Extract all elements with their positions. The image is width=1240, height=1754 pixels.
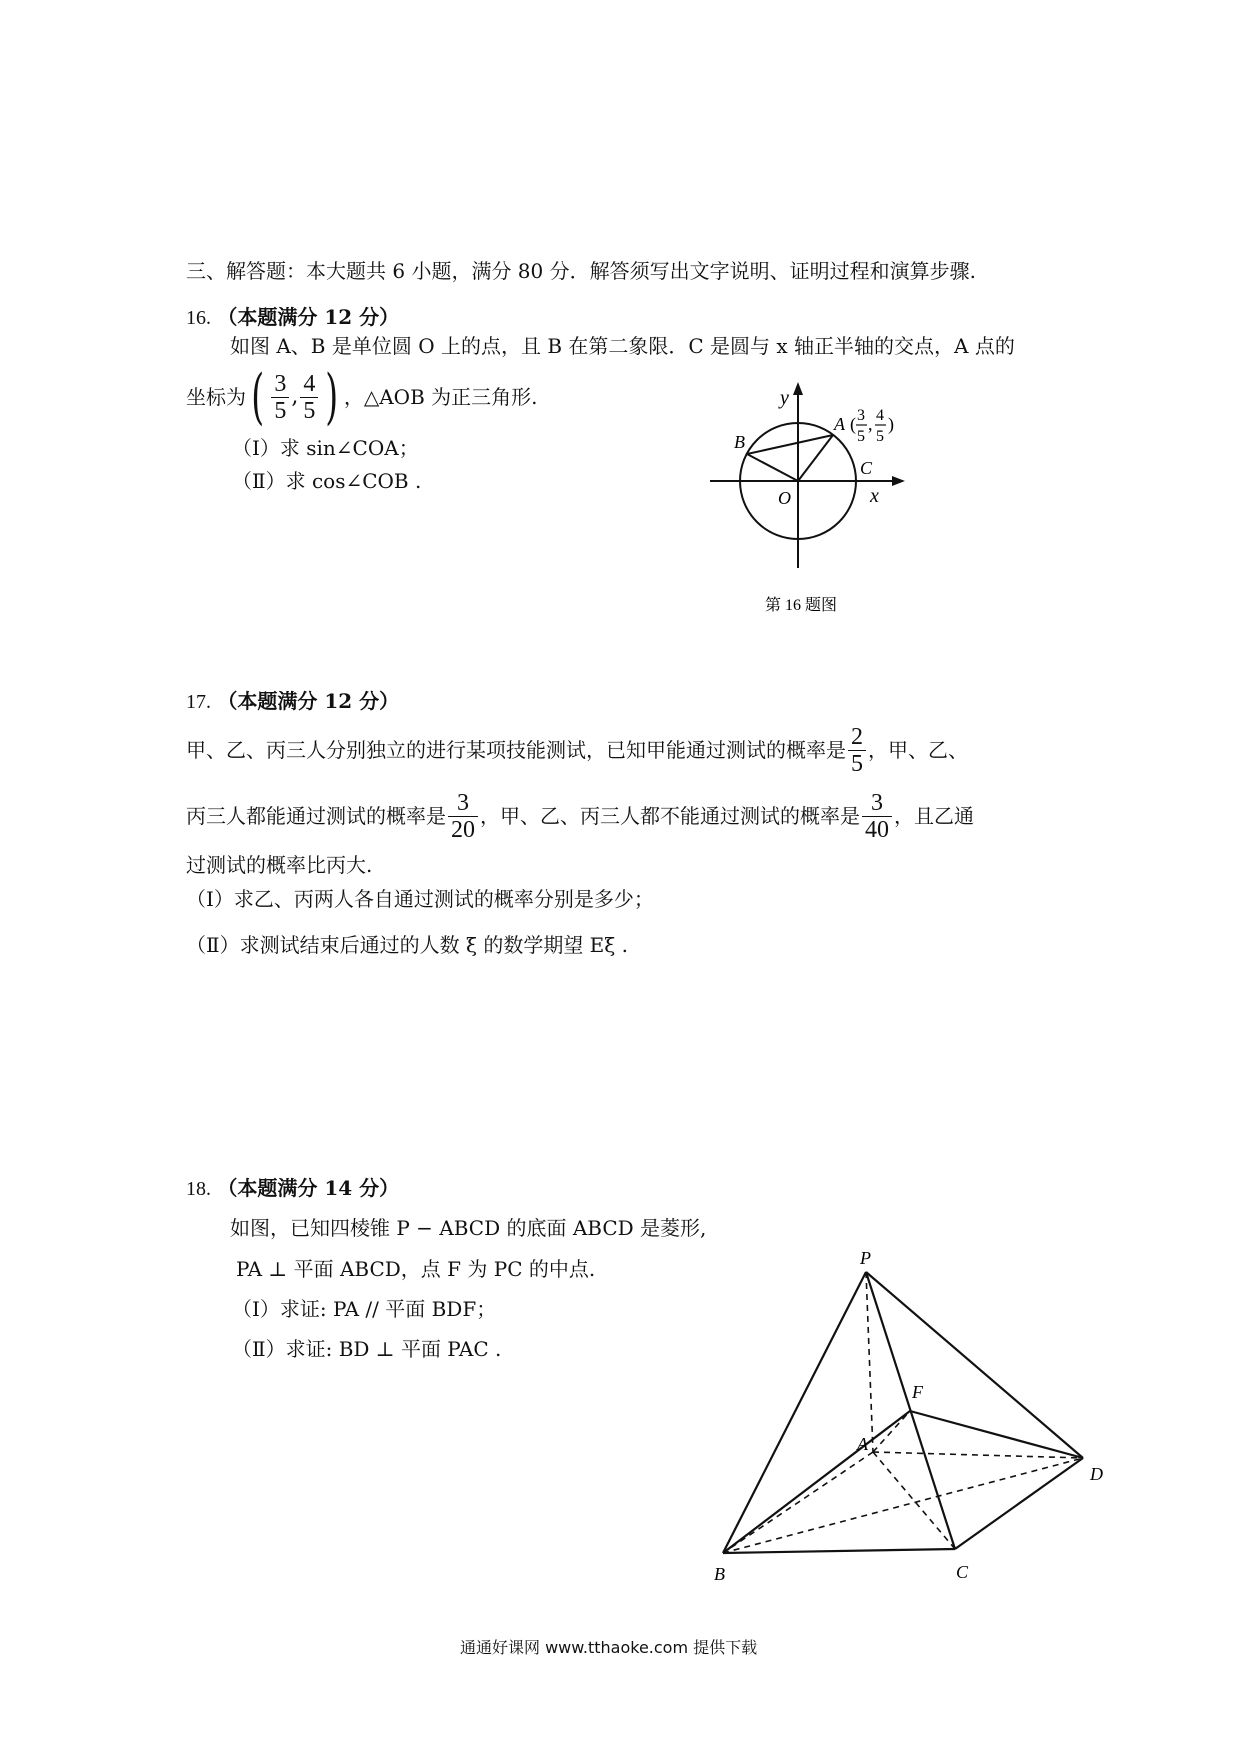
q17-frac-1: $\frac{2}{5}$ bbox=[848, 724, 866, 777]
q16-points: （本题满分 12 分） bbox=[217, 305, 400, 329]
label-o: O bbox=[778, 488, 791, 508]
q16-text-b-suffix: ，△AOB 为正三角形. bbox=[343, 385, 538, 409]
q17-frac-2: $\frac{3}{20}$ bbox=[448, 790, 478, 843]
q18-line1: 如图，已知四棱锥 P − ABCD 的底面 ABCD 是菱形, bbox=[230, 1216, 707, 1240]
q18-points: （本题满分 14 分） bbox=[217, 1176, 400, 1200]
q17-line2-b: ，甲、乙、丙三人都不能通过测试的概率是 bbox=[480, 804, 860, 828]
q17-part2: （Ⅱ）求测试结束后通过的人数 ξ 的数学期望 Eξ . bbox=[186, 933, 629, 957]
edge-ad bbox=[873, 1452, 1083, 1458]
q18-part1: （Ⅰ）求证: PA // 平面 BDF； bbox=[232, 1297, 497, 1321]
q18-number: 18. bbox=[186, 1178, 211, 1200]
label-c: C bbox=[956, 1562, 969, 1582]
q17-line1 bbox=[186, 722, 968, 778]
q17-line3: 过测试的概率比丙大. bbox=[186, 853, 373, 877]
a-coord-comma: , bbox=[868, 414, 873, 434]
segment-bf bbox=[723, 1411, 910, 1553]
footer-credit: 通通好课网 www.tthaoke.com 提供下载 bbox=[460, 1638, 758, 1657]
q16-title bbox=[186, 304, 399, 331]
q17-number: 17. bbox=[186, 691, 211, 713]
q17-line2 bbox=[186, 788, 974, 844]
label-d: D bbox=[1090, 1464, 1103, 1484]
q16-figure bbox=[700, 380, 940, 640]
a-coord-den2: 5 bbox=[876, 428, 884, 445]
q17-line1-b: ，甲、乙、 bbox=[868, 738, 968, 762]
q18-line2: PA ⊥ 平面 ABCD，点 F 为 PC 的中点. bbox=[236, 1257, 596, 1281]
segment-ob bbox=[747, 454, 798, 481]
label-y: y bbox=[780, 387, 789, 409]
a-coord-num1: 3 bbox=[857, 407, 865, 424]
left-paren: ( bbox=[251, 362, 265, 432]
diagonal-ac bbox=[873, 1452, 955, 1549]
label-a: A bbox=[857, 1434, 868, 1454]
a-coord-num2: 4 bbox=[876, 407, 884, 424]
edge-bc bbox=[723, 1549, 955, 1553]
q17-line2-c: ，且乙通 bbox=[894, 804, 974, 828]
q18-part2: （Ⅱ）求证: BD ⊥ 平面 PAC . bbox=[232, 1337, 502, 1361]
y-axis-arrow bbox=[793, 382, 803, 395]
right-paren: ) bbox=[325, 362, 339, 432]
q16-caption: 第 16 题图 bbox=[765, 597, 838, 614]
a-coord-rparen: ) bbox=[888, 414, 894, 434]
x-axis-arrow bbox=[892, 476, 905, 486]
q16-part1: （Ⅰ）求 sin∠COA； bbox=[232, 436, 419, 460]
q16-part2: （Ⅱ）求 cos∠COB . bbox=[232, 469, 422, 493]
diagonal-bd bbox=[723, 1458, 1083, 1553]
q17-points: （本题满分 12 分） bbox=[217, 689, 400, 713]
edge-pa bbox=[866, 1272, 873, 1452]
q16-coord-frac-1: $\frac{3}{5}$ bbox=[271, 371, 289, 424]
q17-line1-a: 甲、乙、丙三人分别独立的进行某项技能测试，已知甲能通过测试的概率是 bbox=[186, 738, 846, 762]
q17-line2-a: 丙三人都能通过测试的概率是 bbox=[186, 804, 446, 828]
label-x: x bbox=[870, 485, 879, 507]
q18-figure bbox=[700, 1240, 1120, 1600]
q17-part1: （Ⅰ）求乙、丙两人各自通过测试的概率分别是多少； bbox=[186, 887, 654, 911]
label-a: A bbox=[834, 414, 845, 434]
q16-text-b bbox=[186, 362, 537, 432]
edge-cd bbox=[955, 1458, 1083, 1549]
q16-text-a: 如图 A、B 是单位圆 O 上的点，且 B 在第二象限．C 是圆与 x 轴正半轴的交点，A 点的 bbox=[230, 334, 1015, 358]
q17-title bbox=[186, 688, 399, 715]
a-coord-lparen: ( bbox=[850, 414, 856, 434]
edge-pb bbox=[723, 1272, 866, 1553]
edge-ab bbox=[723, 1452, 873, 1553]
segment-af bbox=[873, 1411, 910, 1452]
q16-number: 16. bbox=[186, 307, 211, 329]
label-f: F bbox=[912, 1382, 923, 1402]
a-coord-den1: 5 bbox=[857, 428, 865, 445]
q16-coord-frac-2: $\frac{4}{5}$ bbox=[300, 371, 318, 424]
section-header: 三、解答题：本大题共 6 小题，满分 80 分．解答须写出文字说明、证明过程和演算步骤. bbox=[186, 259, 976, 283]
label-b: B bbox=[714, 1564, 725, 1584]
q16-text-b-prefix: 坐标为 bbox=[186, 385, 246, 409]
label-p: P bbox=[860, 1248, 871, 1268]
label-c: C bbox=[860, 458, 873, 478]
comma: , bbox=[291, 384, 299, 409]
q17-frac-3: $\frac{3}{40}$ bbox=[862, 790, 892, 843]
edge-pd bbox=[866, 1272, 1083, 1458]
label-b: B bbox=[734, 432, 745, 452]
q18-title bbox=[186, 1175, 399, 1202]
